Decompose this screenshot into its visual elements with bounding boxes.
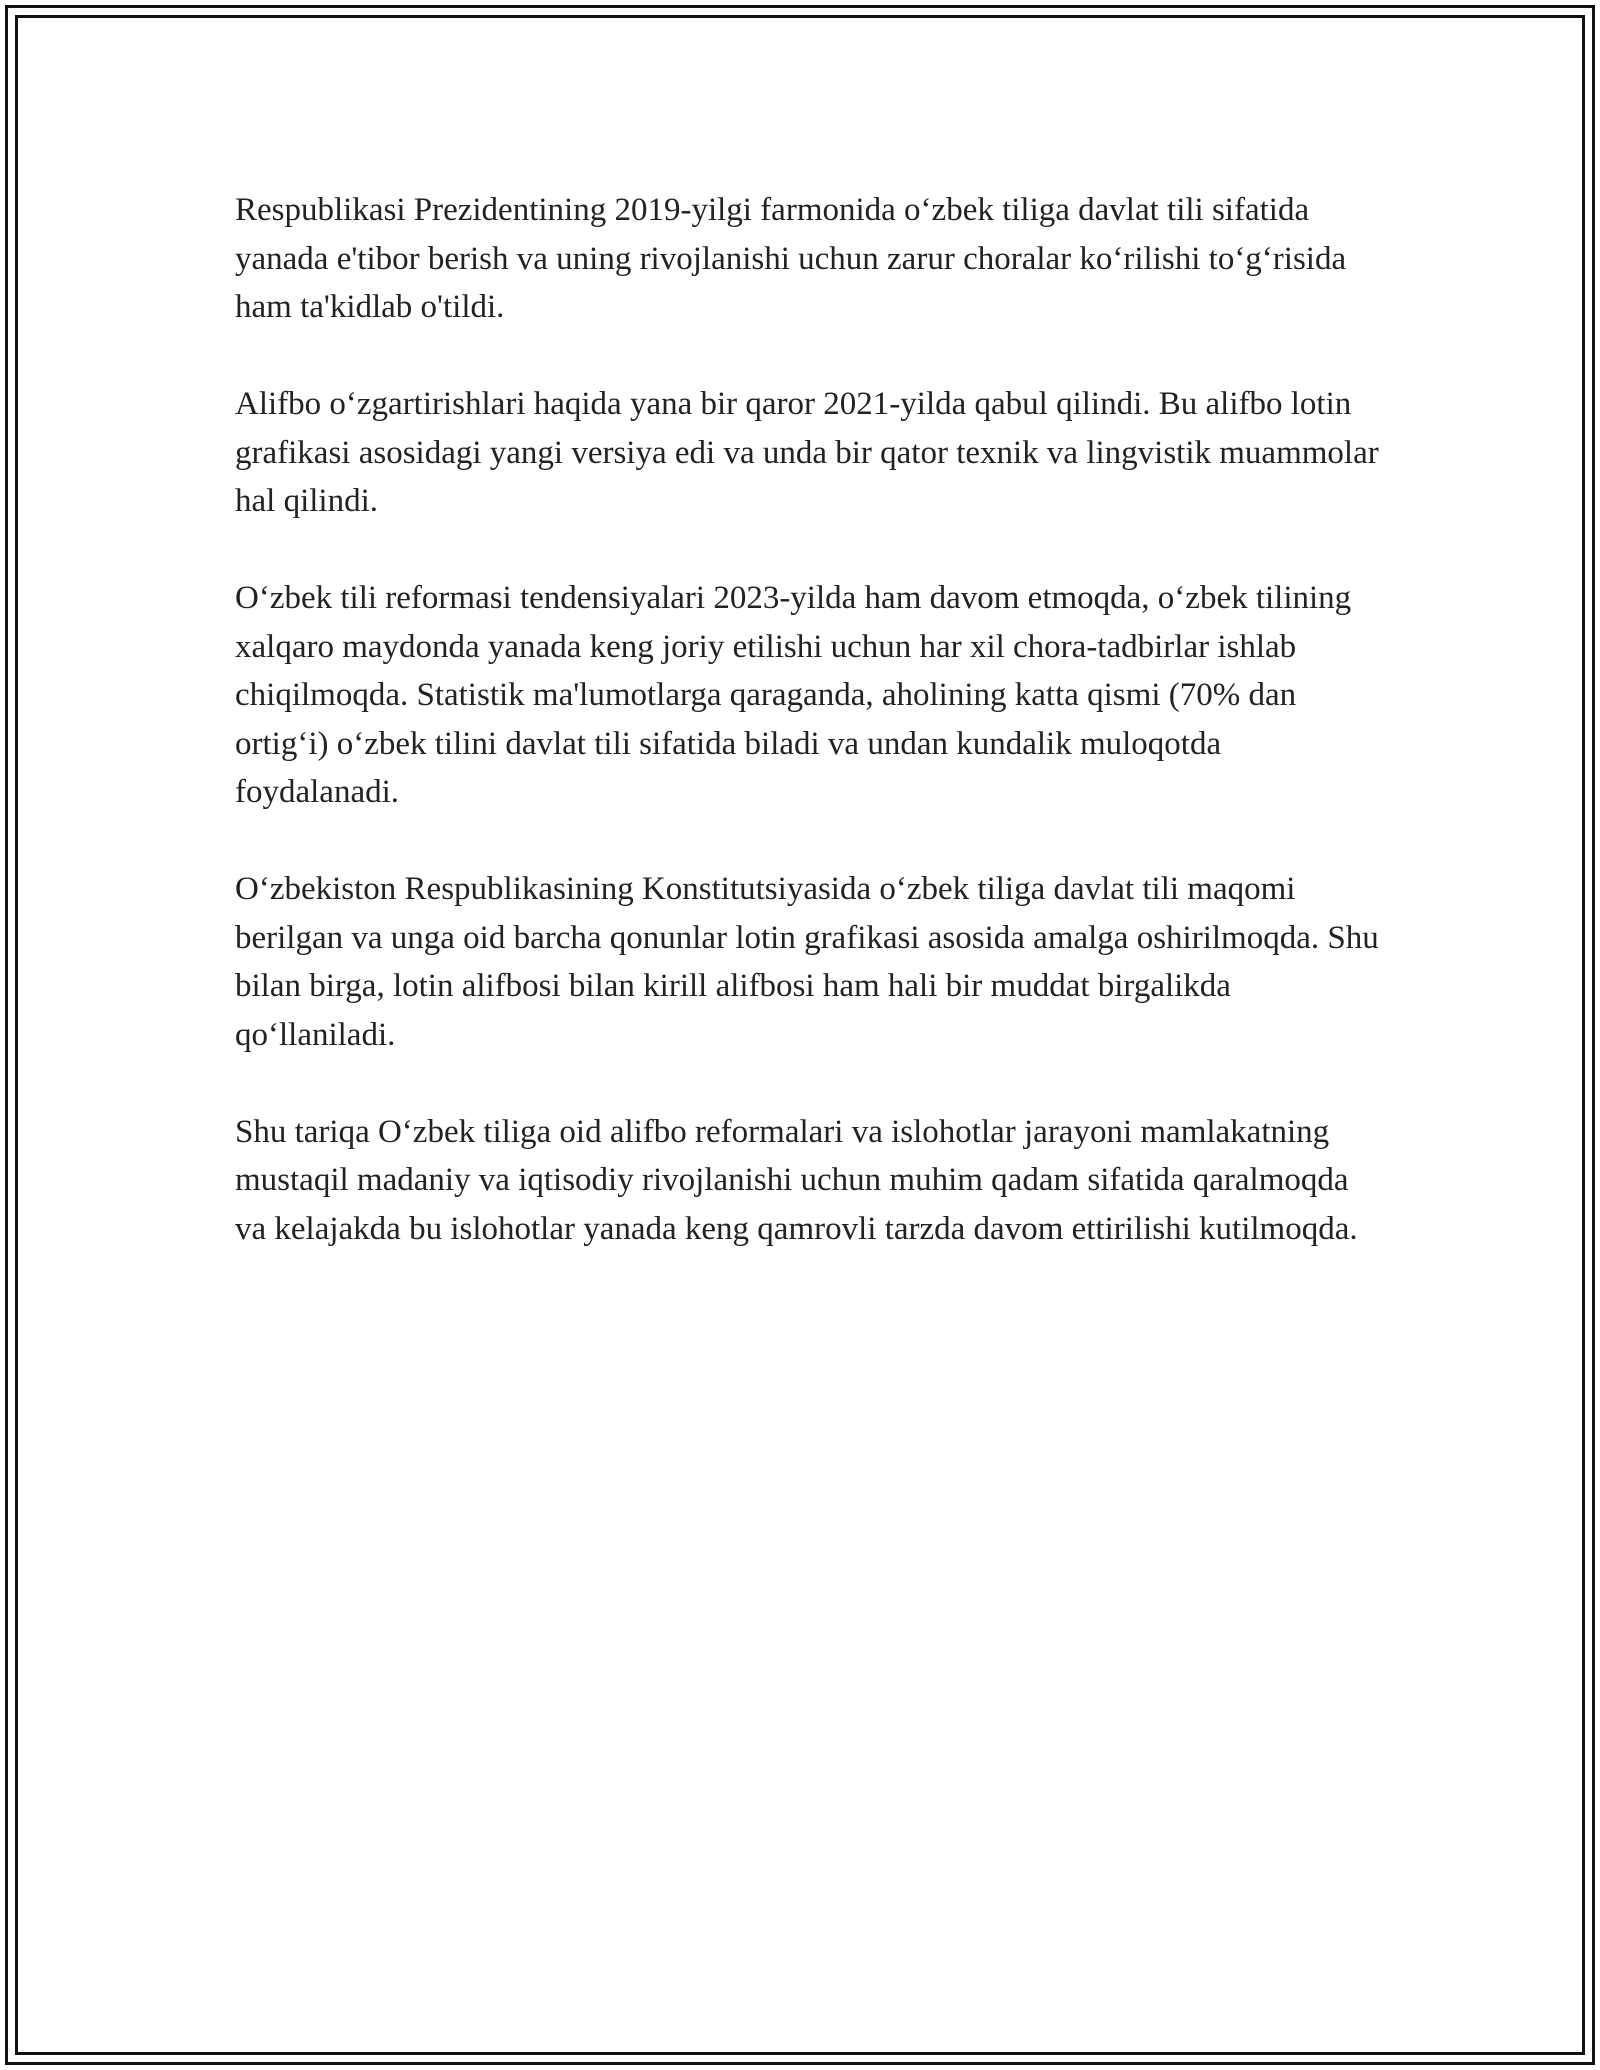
document-body bbox=[235, 186, 1385, 1302]
paragraph-5: Shu tariqa O‘zbek tiliga oid alifbo reformalari va islohotlar jarayoni mamlakatning mustaqil madaniy va iqtisodiy rivojlanishi uchun muhim qadam sifatida qaralmoqda va kelajakda bu islohotlar yanada keng qamrovli tarzda davom ettirilishi kutilmoqda. bbox=[235, 1113, 1358, 1247]
paragraph-4: O‘zbekiston Respublikasining Konstitutsiyasida o‘zbek tiliga davlat tili maqomi berilgan va unga oid barcha qonunlar lotin grafikasi asosida amalga oshirilmoqda. Shu bilan birga, lotin alifbosi bilan kirill alifbosi ham hali bir muddat birgalikda qo‘llaniladi. bbox=[235, 871, 1379, 1053]
paragraph-1: Respublikasi Prezidentining 2019-yilgi farmonida o‘zbek tiliga davlat tili sifatida yanada e'tibor berish va uning rivojlanishi uchun zarur choralar ko‘rilishi to‘g‘risida ham ta'kidlab o'tildi. bbox=[235, 192, 1347, 325]
paragraph-3: O‘zbek tili reformasi tendensiyalari 2023-yilda ham davom etmoqda, o‘zbek tilining xalqaro maydonda yanada keng joriy etilishi uchun har xil chora-tadbirlar ishlab chiqilmoqda. Statistik ma'lumotlarga qaraganda, aholining katta qismi (70% dan ortig‘i) o‘zbek tilini davlat tili sifatida biladi va undan kundalik muloqotda foydalanadi. bbox=[235, 580, 1352, 810]
paragraph-2: Alifbo o‘zgartirishlari haqida yana bir qaror 2021-yilda qabul qilindi. Bu alifbo lotin grafikasi asosidagi yangi versiya edi va unda bir qator texnik va lingvistik muammolar hal qilindi. bbox=[235, 386, 1379, 519]
